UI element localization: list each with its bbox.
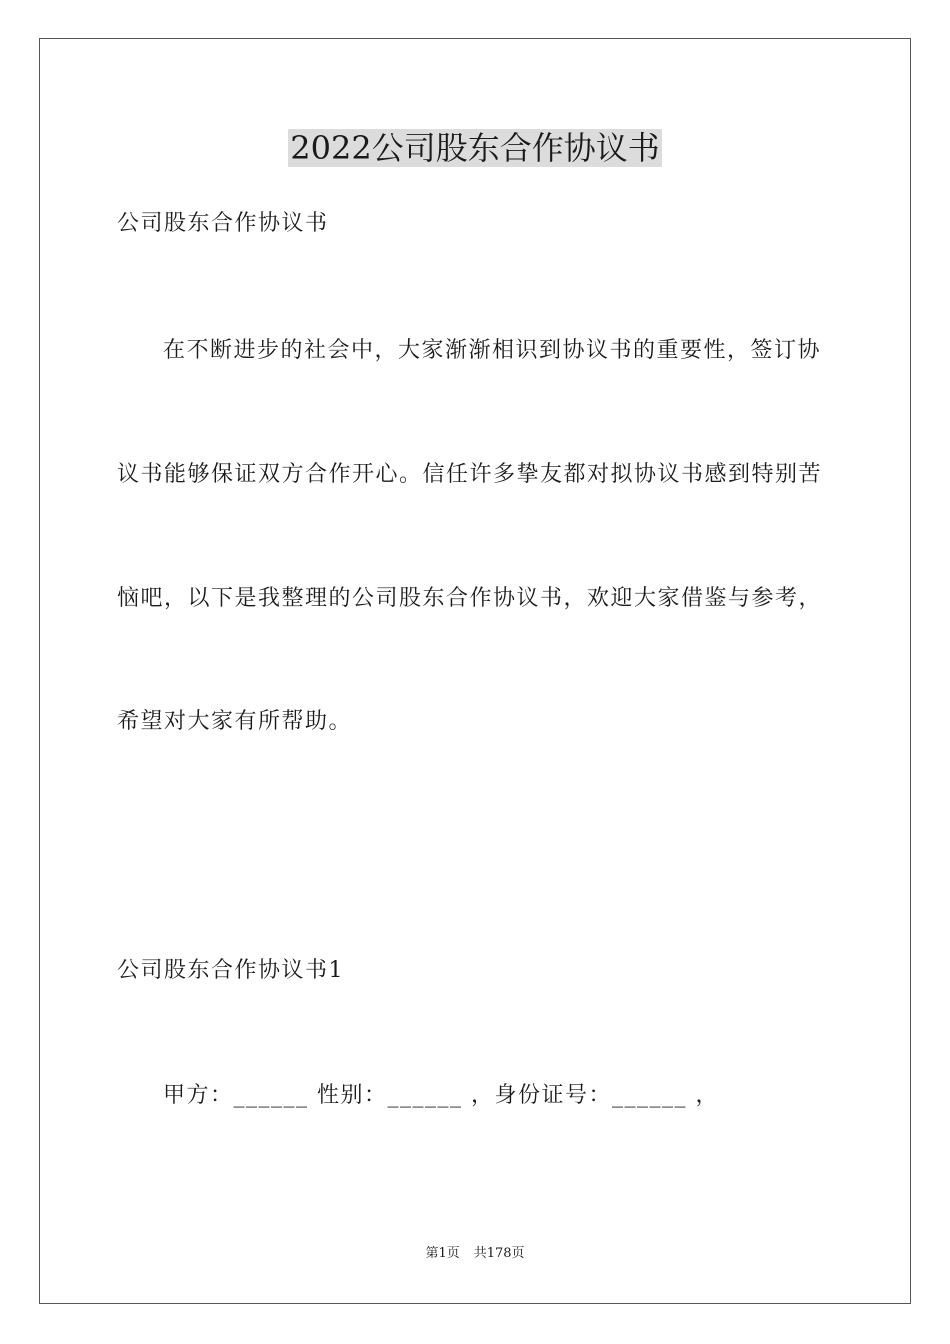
document-subtitle: 公司股东合作协议书 [117,211,329,236]
document-title [0,126,950,170]
document-title-text: 2022公司股东合作协议书 [290,129,660,167]
page-total: 共178页 [473,1246,525,1261]
section-heading: 公司股东合作协议书1 [117,958,344,983]
page-footer [0,1245,950,1263]
intro-line-1: 在不断进步的社会中，大家渐渐相识到协议书的重要性，签订协 [163,338,822,363]
intro-line-2: 议书能够保证双方合作开心。信任许多挚友都对拟协议书感到特别苦 [117,462,823,487]
intro-line-4: 希望对大家有所帮助。 [117,709,353,734]
intro-line-3: 恼吧，以下是我整理的公司股东合作协议书，欢迎大家借鉴与参考， [117,586,823,611]
page-number: 第1页 [425,1246,460,1261]
party-a-line: 甲方：______ 性别：______ ，身份证号：______ ， [163,1083,719,1108]
